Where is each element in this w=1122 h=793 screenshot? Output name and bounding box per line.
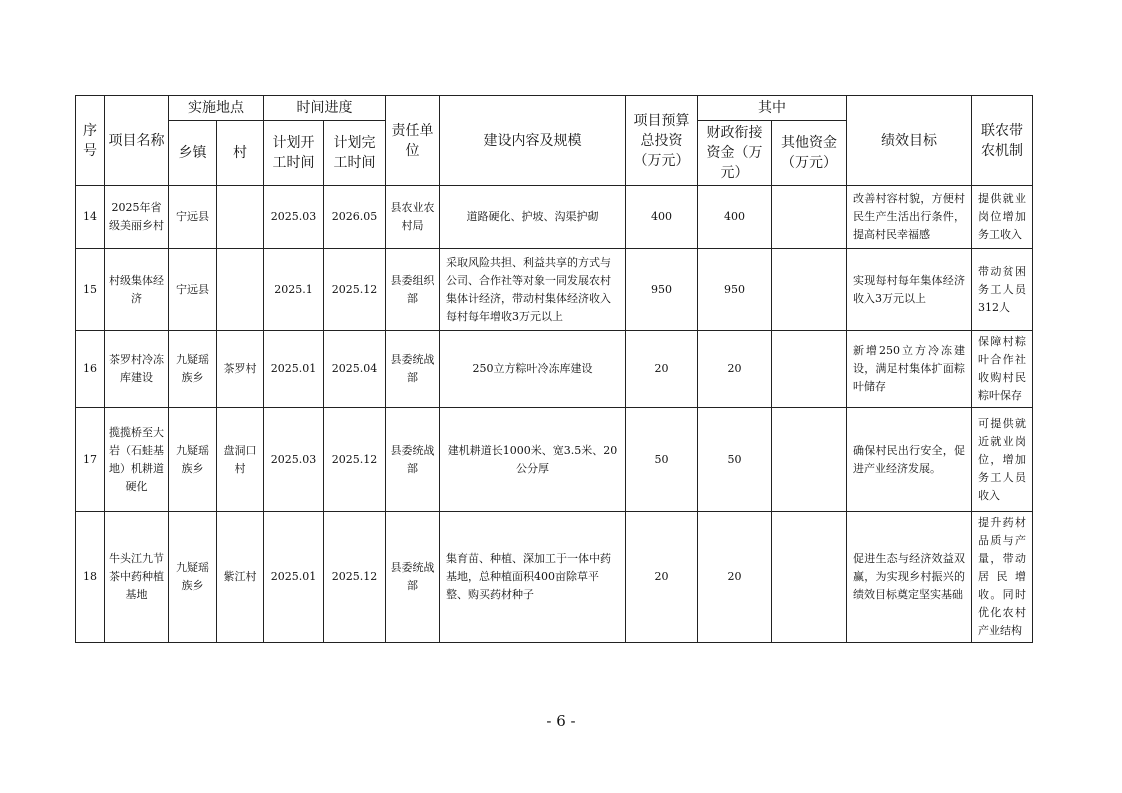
cell-budget: 50 [626,408,698,512]
cell-town: 九疑瑶族乡 [169,408,217,512]
cell-village: 茶罗村 [217,331,264,408]
cell-unit: 县委统战部 [386,331,440,408]
cell-other [772,249,847,331]
header-budget: 项目预算总投资（万元） [626,96,698,186]
cell-performance: 新增250立方冷冻建设，满足村集体扩面粽叶储存 [847,331,972,408]
cell-town: 宁远县 [169,186,217,249]
cell-start: 2025.01 [264,331,324,408]
cell-village: 盘洞口村 [217,408,264,512]
cell-fiscal: 20 [698,331,772,408]
header-index: 序号 [76,96,105,186]
cell-content: 250立方粽叶冷冻库建设 [440,331,626,408]
project-table [75,95,1033,643]
cell-name: 揽揽桥至大岩（石蛙基地）机耕道硬化 [105,408,169,512]
header-location: 实施地点 [169,96,264,121]
cell-budget: 950 [626,249,698,331]
cell-performance: 促进生态与经济效益双赢，为实现乡村振兴的绩效目标奠定坚实基础 [847,512,972,643]
cell-budget: 20 [626,512,698,643]
header-start: 计划开工时间 [264,121,324,186]
cell-end: 2025.04 [324,331,386,408]
header-name: 项目名称 [105,96,169,186]
cell-performance: 确保村民出行安全，促进产业经济发展。 [847,408,972,512]
header-end: 计划完工时间 [324,121,386,186]
cell-start: 2025.1 [264,249,324,331]
cell-unit: 县委统战部 [386,512,440,643]
cell-other [772,186,847,249]
cell-index: 16 [76,331,105,408]
cell-end: 2025.12 [324,249,386,331]
cell-town: 九疑瑶族乡 [169,512,217,643]
cell-name: 2025年省级美丽乡村 [105,186,169,249]
header-other: 其他资金（万元） [772,121,847,186]
cell-end: 2025.12 [324,512,386,643]
cell-link: 提升药材品质与产量，带动居民增收。同时优化农村产业结构 [972,512,1033,643]
cell-end: 2026.05 [324,186,386,249]
cell-index: 17 [76,408,105,512]
cell-unit: 县委组织部 [386,249,440,331]
cell-content: 道路硬化、护坡、沟渠护砌 [440,186,626,249]
table-row [76,186,1033,249]
cell-village [217,186,264,249]
cell-performance: 改善村容村貌，方便村民生产生活出行条件，提高村民幸福感 [847,186,972,249]
header-schedule: 时间进度 [264,96,386,121]
header-among: 其中 [698,96,847,121]
cell-town: 九疑瑶族乡 [169,331,217,408]
cell-link: 保障村粽叶合作社收购村民粽叶保存 [972,331,1033,408]
header-unit: 责任单位 [386,96,440,186]
cell-content: 建机耕道长1000米、宽3.5米、20公分厚 [440,408,626,512]
table-row [76,408,1033,512]
header-link: 联农带农机制 [972,96,1033,186]
cell-budget: 400 [626,186,698,249]
cell-fiscal: 50 [698,408,772,512]
cell-other [772,331,847,408]
cell-fiscal: 400 [698,186,772,249]
cell-link: 带动贫困务工人员312人 [972,249,1033,331]
table-row [76,331,1033,408]
cell-link: 可提供就近就业岗位，增加务工人员收入 [972,408,1033,512]
cell-start: 2025.03 [264,186,324,249]
cell-name: 茶罗村冷冻库建设 [105,331,169,408]
table-row [76,512,1033,643]
cell-other [772,408,847,512]
cell-unit: 县农业农村局 [386,186,440,249]
header-fiscal: 财政衔接资金（万元） [698,121,772,186]
cell-unit: 县委统战部 [386,408,440,512]
cell-start: 2025.01 [264,512,324,643]
header-content: 建设内容及规模 [440,96,626,186]
cell-performance: 实现每村每年集体经济收入3万元以上 [847,249,972,331]
cell-other [772,512,847,643]
cell-start: 2025.03 [264,408,324,512]
cell-name: 牛头江九节茶中药种植基地 [105,512,169,643]
cell-name: 村级集体经济 [105,249,169,331]
cell-fiscal: 20 [698,512,772,643]
cell-village: 紫江村 [217,512,264,643]
cell-budget: 20 [626,331,698,408]
cell-content: 采取风险共担、利益共享的方式与公司、合作社等对象一同发展农村集体计经济，带动村集体经济收入每村每年增收3万元以上 [440,249,626,331]
page-number: - 6 - [546,712,576,730]
cell-index: 15 [76,249,105,331]
header-village: 村 [217,121,264,186]
cell-link: 提供就业岗位增加务工收入 [972,186,1033,249]
header-performance: 绩效目标 [847,96,972,186]
header-town: 乡镇 [169,121,217,186]
cell-town: 宁远县 [169,249,217,331]
cell-fiscal: 950 [698,249,772,331]
cell-index: 18 [76,512,105,643]
cell-index: 14 [76,186,105,249]
cell-village [217,249,264,331]
cell-end: 2025.12 [324,408,386,512]
cell-content: 集育苗、种植、深加工于一体中药基地，总种植面积400亩除草平整、购买药材种子 [440,512,626,643]
table-row [76,249,1033,331]
